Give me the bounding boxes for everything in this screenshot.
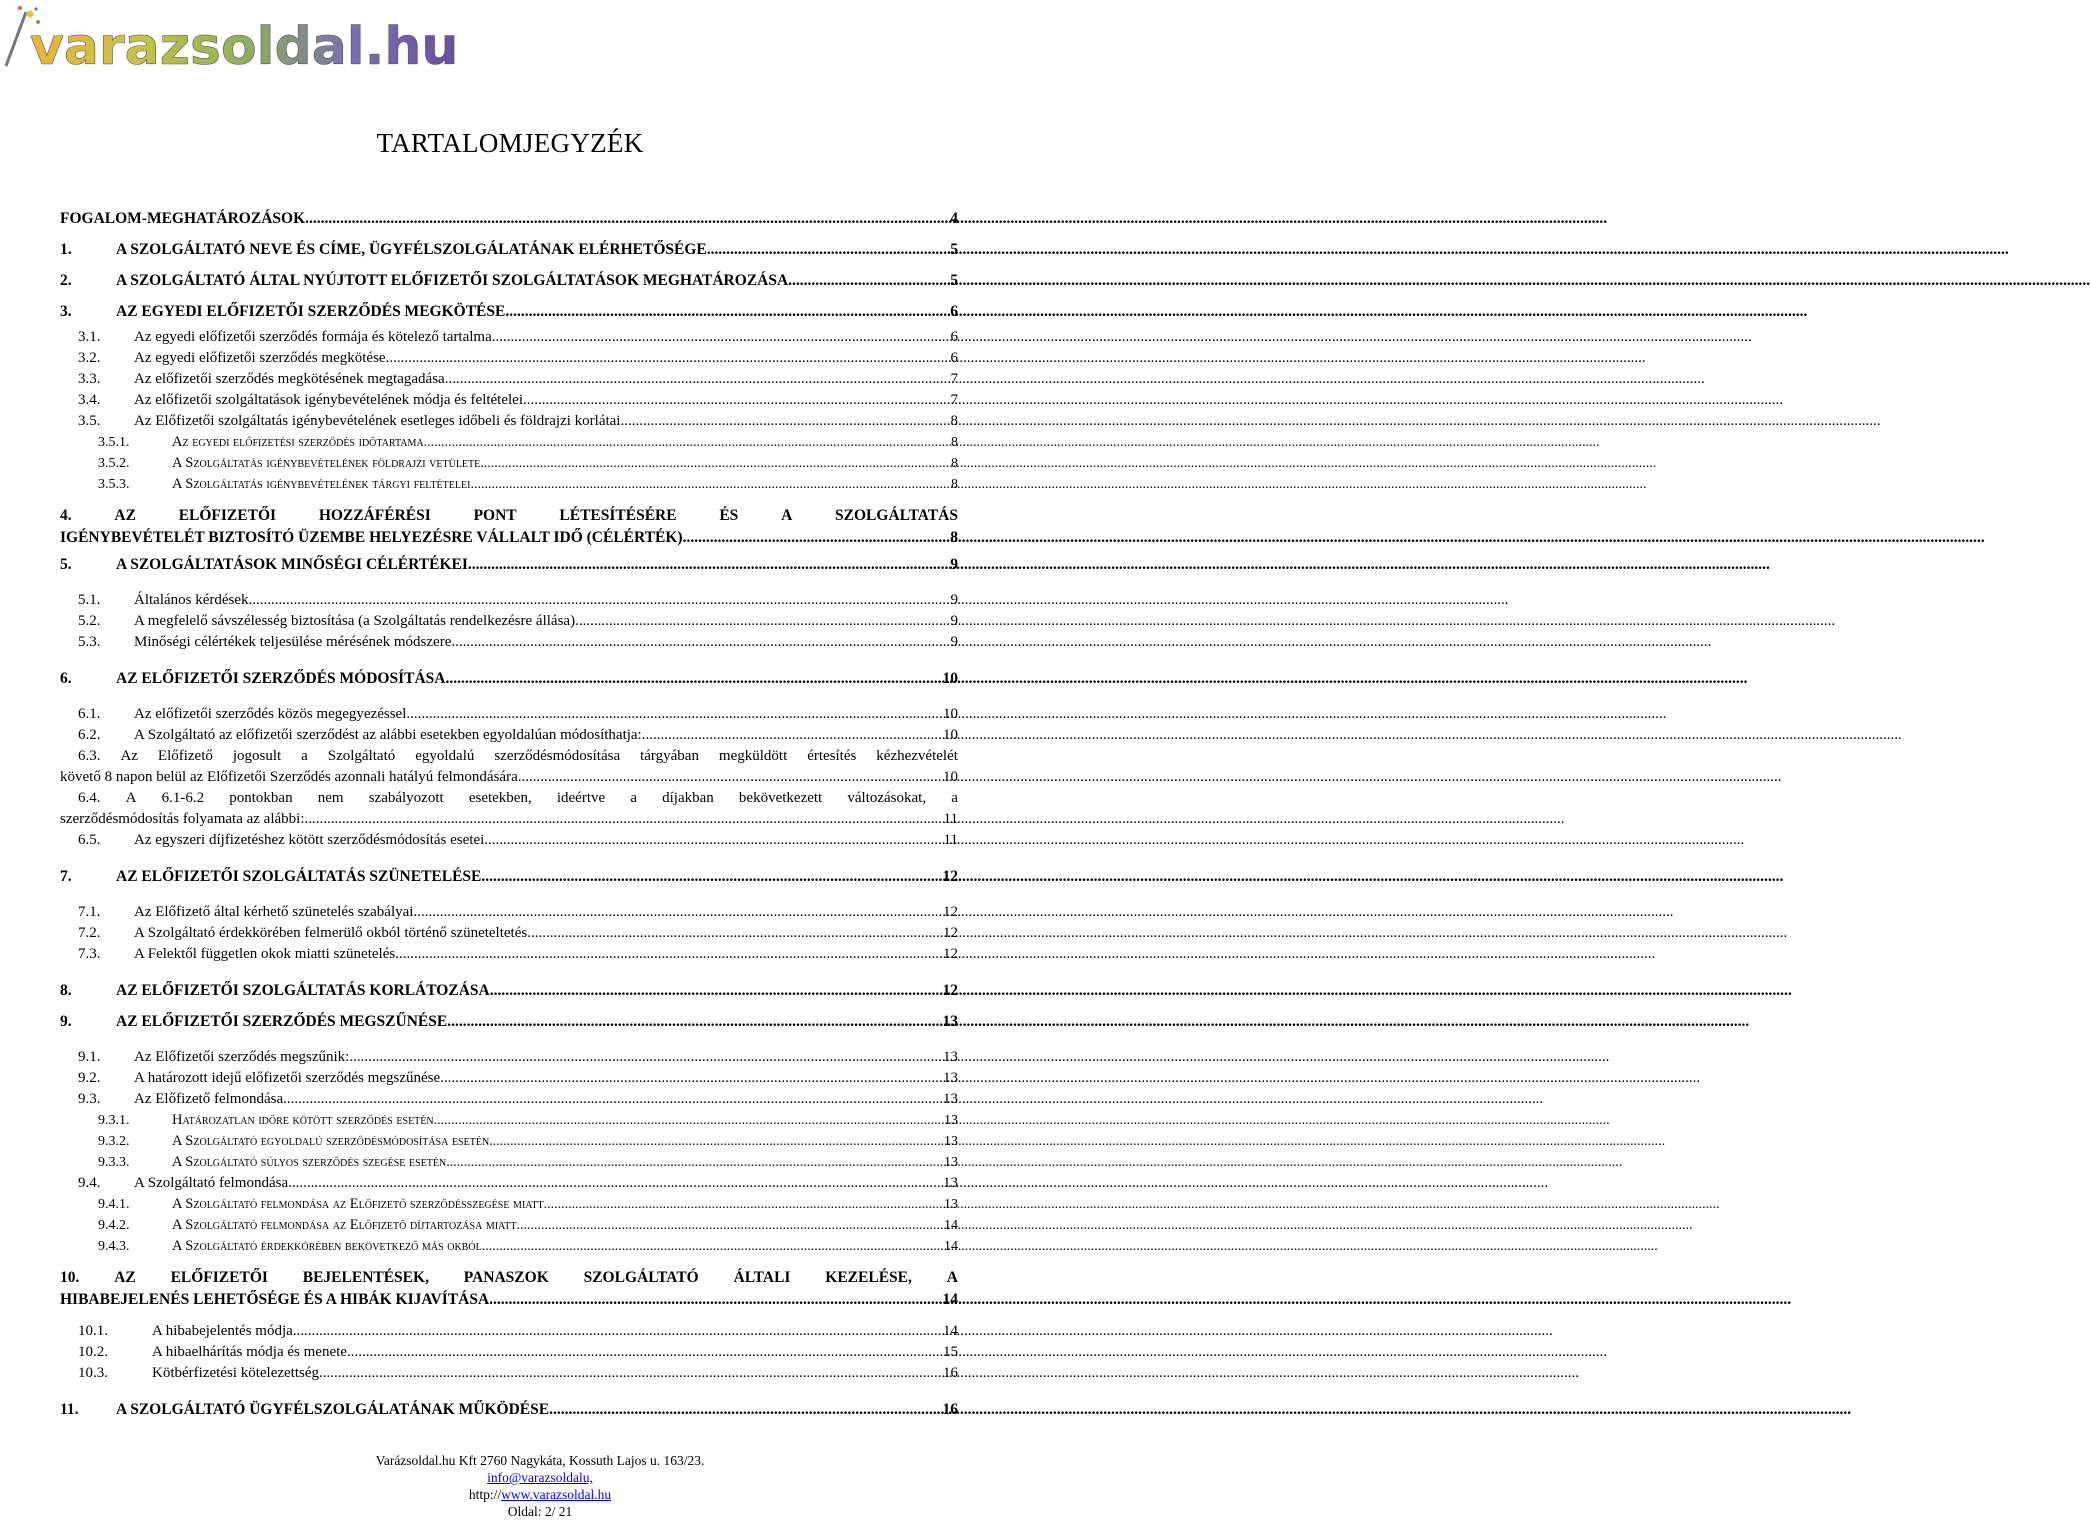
toc-title: AZ ELŐFIZETŐI SZERZŐDÉS MÓDOSÍTÁSA <box>116 670 446 687</box>
toc-word: Az <box>120 748 138 764</box>
toc-number: 3.5. <box>78 413 101 429</box>
toc-entry[interactable] <box>60 1394 958 1425</box>
toc-entry[interactable] <box>60 1006 958 1037</box>
toc-page-number: 13 <box>943 1070 958 1086</box>
toc-page-number: 8 <box>951 435 958 450</box>
toc-leader <box>484 830 943 851</box>
toc-word: bekövetkezett <box>738 790 823 806</box>
toc-title: A Szolgáltatás igénybevételének földrajzi vetülete <box>172 455 481 471</box>
toc-leader <box>319 1363 943 1384</box>
toc-word: ELŐFIZETŐI <box>178 507 277 524</box>
toc-leader <box>523 390 950 411</box>
toc-page-number: 16 <box>943 1365 958 1381</box>
toc-number: 9.4.2. <box>98 1218 130 1233</box>
toc-page-number: 13 <box>943 1175 958 1191</box>
toc-entry[interactable] <box>60 861 958 892</box>
toc-page-number: 13 <box>944 1197 958 1212</box>
toc-page-number: 8 <box>951 477 958 492</box>
toc-leader <box>349 1047 943 1068</box>
toc-leader <box>424 432 951 453</box>
toc-leader <box>406 704 943 725</box>
toc-page-number: 9 <box>950 613 958 629</box>
toc-page-number: 10 <box>943 706 958 722</box>
toc-title: AZ EGYEDI ELŐFIZETŐI SZERZŐDÉS MEGKÖTÉSE <box>116 303 506 320</box>
toc-word: HOZZÁFÉRÉSI <box>318 507 431 524</box>
toc-number: 10.3. <box>78 1365 108 1381</box>
toc-title: Az előfizetői szerződés megkötésének megtagadása <box>134 371 445 387</box>
toc-word: 6.1-6.2 <box>161 790 205 806</box>
toc-leader <box>516 1215 944 1236</box>
toc-number: 7.3. <box>78 946 101 962</box>
toc-page-number: 14 <box>942 1291 958 1308</box>
toc-title: Az Előfizetői szolgáltatás igénybevételének esetleges időbeli és földrajzi korlátai <box>134 413 621 429</box>
toc-entry[interactable] <box>60 1110 958 1131</box>
toc-leader <box>293 1321 943 1342</box>
toc-entry[interactable] <box>60 704 958 725</box>
toc-title: Általános kérdések <box>134 592 249 608</box>
toc-entry[interactable] <box>60 1131 958 1152</box>
toc-number: 2. <box>60 272 72 289</box>
toc-word: SZOLGÁLTATÓ <box>583 1269 699 1286</box>
toc-number: 7.2. <box>78 925 101 941</box>
toc-word: a <box>630 790 637 806</box>
toc-word: nem <box>317 790 344 806</box>
toc-entry[interactable] <box>60 327 958 348</box>
toc-entry[interactable] <box>60 549 958 580</box>
toc-number: 3.3. <box>78 371 101 387</box>
toc-page-number: 12 <box>942 868 958 885</box>
toc-page-number: 7 <box>950 392 958 408</box>
toc-number: 10.2. <box>78 1344 108 1360</box>
toc-title: A Szolgáltató érdekkörében felmerülő okból történő szüneteltetés <box>134 925 528 941</box>
toc-page-number: 13 <box>944 1155 958 1170</box>
toc-leader <box>468 549 950 580</box>
toc-entry[interactable] <box>60 830 958 851</box>
toc-word: KEZELÉSE, <box>825 1269 912 1286</box>
toc-entry[interactable] <box>60 1194 958 1215</box>
toc-word: ELŐFIZETŐI <box>170 1269 268 1286</box>
toc-page-number: 11 <box>943 811 958 827</box>
toc-word: egyoldalú <box>415 748 475 764</box>
toc-number: 8. <box>60 982 72 999</box>
toc-title: Az egyedi előfizetői szerződés formája és kötelező tartalma <box>134 329 492 345</box>
toc-word: tárgyában <box>640 748 699 764</box>
toc-number: 3.5.1. <box>98 435 130 450</box>
toc-entry[interactable] <box>60 590 958 611</box>
footer-page-number: Oldal: 2/ 21 <box>507 1504 573 1519</box>
toc-leader <box>481 861 942 892</box>
toc-word: jogosult <box>232 748 282 764</box>
toc-entry[interactable] <box>60 1173 958 1194</box>
toc-leader <box>451 632 950 653</box>
toc-word: a <box>301 748 308 764</box>
toc-number: 9.3.1. <box>98 1113 130 1128</box>
toc-word: AZ <box>114 507 136 524</box>
toc-number: 3.2. <box>78 350 101 366</box>
toc-leader <box>683 527 951 548</box>
toc-title-cont: szerződésmódosítás folyamata az alábbi: <box>60 811 305 827</box>
toc-page-number: 9 <box>950 634 958 650</box>
toc-word: AZ <box>114 1269 136 1286</box>
toc-page-number: 12 <box>943 904 958 920</box>
toc-leader <box>305 203 950 234</box>
toc-number: 3.4. <box>78 392 101 408</box>
toc-entry[interactable] <box>60 432 958 453</box>
toc-title: A megfelelő sávszélesség biztosítása (a Szolgáltatás rendelkezésre állása) <box>134 613 576 629</box>
toc-number: 6.3. <box>78 748 101 764</box>
toc-number: 9.1. <box>78 1049 101 1065</box>
toc-leader <box>386 348 951 369</box>
toc-entry[interactable] <box>60 1321 958 1342</box>
toc-title: A Szolgáltató egyoldalú szerződésmódosítása esetén <box>172 1133 490 1149</box>
toc-title: AZ ELŐFIZETŐI SZERZŐDÉS MEGSZŰNÉSE <box>116 1013 448 1030</box>
toc-title: A Szolgáltató felmondása az Előfizető díjtartozása miatt <box>172 1217 517 1233</box>
toc-word: kézhezvételét <box>876 748 958 764</box>
toc-page-number: 8 <box>950 529 958 546</box>
toc-title: A hibaelhárítás módja és menete <box>152 1344 347 1360</box>
toc-page-number: 8 <box>951 456 958 471</box>
toc-word: megküldött <box>718 748 788 764</box>
toc-title: Az Előfizető által kérhető szünetelés szabályai <box>134 904 414 920</box>
toc-leader <box>347 1342 943 1363</box>
toc-title: Az egyedi előfizetői szerződés megkötése <box>134 350 386 366</box>
toc-word: A <box>125 790 137 806</box>
page-footer <box>300 1452 780 1520</box>
toc-leader <box>482 1236 944 1257</box>
toc-page-number: 5 <box>950 241 958 258</box>
toc-entry[interactable] <box>60 788 958 830</box>
toc-page-number: 13 <box>944 1113 958 1128</box>
logo-graphic <box>2 4 459 77</box>
toc-title-cont: HIBABEJELENÉS LEHETŐSÉGE ÉS A HIBÁK KIJAVÍTÁSA <box>60 1291 490 1308</box>
toc-page-number: 12 <box>942 982 958 999</box>
toc-number: 7. <box>60 868 72 885</box>
toc-leader <box>707 234 951 265</box>
toc-page-number: 6 <box>950 329 958 345</box>
toc-word: esetekben, <box>468 790 532 806</box>
toc-number: 3.1. <box>78 329 101 345</box>
toc-number: 3.5.3. <box>98 477 130 492</box>
logo-text: varazsoldal.hu <box>30 17 459 77</box>
toc-word: ÉS <box>719 507 739 524</box>
toc-entry[interactable] <box>60 411 958 432</box>
toc-leader <box>620 411 950 432</box>
toc-page-number: 15 <box>943 1344 958 1360</box>
toc-entry[interactable] <box>60 663 958 694</box>
toc-page-number: 9 <box>950 556 958 573</box>
toc-page-number: 14 <box>944 1218 958 1233</box>
toc-entry[interactable] <box>60 474 958 495</box>
toc-number: 6.5. <box>78 832 101 848</box>
footer-address: Varázsoldal.hu Kft 2760 Nagykáta, Kossuth Lajos u. 163/23. <box>375 1453 705 1468</box>
toc-title: Minőségi célértékek teljesülése mérésének módszere <box>134 634 452 650</box>
toc-title: A SZOLGÁLTATÓ NEVE ÉS CÍME, ÜGYFÉLSZOLGÁLATÁNAK ELÉRHETŐSÉGE <box>116 241 707 258</box>
toc-entry[interactable] <box>60 902 958 923</box>
toc-leader <box>522 767 944 788</box>
toc-number: 3. <box>60 303 72 320</box>
footer-web-prefix: http:// <box>468 1487 502 1502</box>
toc-number: 10.1. <box>78 1323 108 1339</box>
toc-title: Kötbérfizetési kötelezettség <box>152 1365 320 1381</box>
toc-number: 6.4. <box>78 790 101 806</box>
toc-number: 6.1. <box>78 706 101 722</box>
toc-page-number: 10 <box>942 670 958 687</box>
toc-word: változásokat, <box>847 790 927 806</box>
toc-leader <box>527 923 943 944</box>
toc-entry[interactable] <box>60 1215 958 1236</box>
toc-title: A SZOLGÁLTATÓ ÁLTAL NYÚJTOTT ELŐFIZETŐI SZOLGÁLTATÁSOK MEGHATÁROZÁSA <box>116 272 789 289</box>
toc-leader <box>445 663 942 694</box>
toc-leader <box>445 369 951 390</box>
toc-number: 6. <box>60 670 72 687</box>
toc-leader <box>470 474 951 495</box>
toc-page-number: 7 <box>950 371 958 387</box>
toc-title: Az egyedi előfizetési szerződés időtartama <box>172 434 424 450</box>
toc-leader <box>395 944 943 965</box>
toc-word: díjakban <box>662 790 714 806</box>
toc-entry[interactable] <box>60 505 958 549</box>
table-of-contents <box>60 203 958 1425</box>
toc-number: 9.2. <box>78 1070 101 1086</box>
toc-page-number: 10 <box>943 727 958 743</box>
toc-word: ideértve <box>556 790 606 806</box>
toc-page-number: 10 <box>943 769 958 785</box>
footer-email-link[interactable]: info@varazsoldalu, <box>487 1470 593 1485</box>
toc-entry[interactable] <box>60 453 958 474</box>
toc-number: 3.5.2. <box>98 456 130 471</box>
toc-page-number: 16 <box>942 1401 958 1418</box>
toc-page-number: 14 <box>943 1323 958 1339</box>
toc-leader <box>489 1131 944 1152</box>
toc-entry[interactable] <box>60 234 958 265</box>
toc-page-number: 5 <box>950 272 958 289</box>
toc-title: Az egyszeri díjfizetéshez kötött szerződésmódosítás esetei <box>134 832 485 848</box>
toc-page-number: 13 <box>943 1091 958 1107</box>
toc-leader <box>492 327 951 348</box>
toc-title: A SZOLGÁLTATÁSOK MINŐSÉGI CÉLÉRTÉKEI <box>116 556 468 573</box>
toc-entry[interactable] <box>60 1047 958 1068</box>
toc-leader <box>305 809 944 830</box>
toc-word: értesítés <box>807 748 857 764</box>
toc-page-number: 14 <box>944 1239 958 1254</box>
toc-title-cont: IGÉNYBEVÉTELÉT BIZTOSÍTÓ ÜZEMBE HELYEZÉSRE VÁLLALT IDŐ (CÉLÉRTÉK) <box>60 529 683 546</box>
toc-number: 9.4.3. <box>98 1239 130 1254</box>
toc-leader <box>413 902 943 923</box>
toc-entry[interactable] <box>60 611 958 632</box>
toc-entry[interactable] <box>60 1068 958 1089</box>
toc-entry[interactable] <box>60 725 958 746</box>
toc-page-number: 12 <box>943 925 958 941</box>
toc-page-number: 4 <box>950 210 958 227</box>
toc-leader <box>447 1006 942 1037</box>
toc-page-number: 9 <box>950 592 958 608</box>
brand-logo <box>2 4 459 77</box>
toc-entry[interactable] <box>60 390 958 411</box>
toc-leader <box>434 1110 944 1131</box>
toc-entry[interactable] <box>60 1236 958 1257</box>
toc-title: A Szolgáltatás igénybevételének tárgyi feltételei <box>172 476 471 492</box>
toc-title: A SZOLGÁLTATÓ ÜGYFÉLSZOLGÁLATÁNAK MŰKÖDÉSE <box>116 1401 550 1418</box>
toc-title: A Szolgáltató súlyos szerződés szegése esetén <box>172 1154 447 1170</box>
toc-entry[interactable] <box>60 1089 958 1110</box>
toc-word: Szolgáltató <box>327 748 396 764</box>
toc-number: 9.3.2. <box>98 1134 130 1149</box>
toc-page-number: 11 <box>943 832 958 848</box>
toc-entry[interactable] <box>60 296 958 327</box>
toc-entry[interactable] <box>60 632 958 653</box>
toc-entry[interactable] <box>60 265 958 296</box>
toc-title: Az előfizetői szolgáltatások igénybevételének módja és feltételei <box>134 392 524 408</box>
toc-number: 5. <box>60 556 72 573</box>
toc-title: A Szolgáltató felmondása az Előfizető szerződésszegése miatt <box>172 1196 544 1212</box>
toc-number: 4. <box>60 507 72 524</box>
toc-number: 6.2. <box>78 727 101 743</box>
toc-title: Az Előfizető felmondása <box>134 1091 284 1107</box>
toc-leader <box>249 590 951 611</box>
toc-title: A Szolgáltató az előfizetői szerződést az alábbi esetekben egyoldalúan módosíthatja: <box>134 727 642 743</box>
toc-word: A <box>781 507 793 524</box>
toc-page-number: 13 <box>943 1049 958 1065</box>
toc-word: PONT <box>473 507 517 524</box>
toc-page-number: 6 <box>950 350 958 366</box>
toc-leader <box>480 453 951 474</box>
toc-number: 9.4.1. <box>98 1197 130 1212</box>
toc-word: ÁLTALI <box>733 1269 791 1286</box>
toc-entry[interactable] <box>60 923 958 944</box>
toc-number: 11. <box>60 1401 79 1418</box>
toc-page-number: 12 <box>943 946 958 962</box>
toc-title: Határozatlan időre kötött szerződés esetén <box>172 1112 434 1128</box>
toc-leader <box>283 1089 943 1110</box>
toc-title: A Szolgáltató felmondása <box>134 1175 289 1191</box>
toc-entry[interactable] <box>60 1267 958 1311</box>
toc-entry[interactable] <box>60 1342 958 1363</box>
toc-number: 5.2. <box>78 613 101 629</box>
toc-entry[interactable] <box>60 1363 958 1384</box>
toc-number: 10. <box>60 1269 80 1286</box>
toc-word: pontokban <box>229 790 293 806</box>
toc-page-number: 13 <box>944 1134 958 1149</box>
toc-leader <box>549 1394 942 1425</box>
toc-word: Előfizető <box>157 748 213 764</box>
toc-leader <box>575 611 950 632</box>
toc-entry[interactable] <box>60 348 958 369</box>
toc-entry[interactable] <box>60 975 958 1006</box>
page-title: TARTALOMJEGYZÉK <box>376 128 644 158</box>
toc-word: A <box>946 1269 958 1286</box>
toc-leader <box>788 265 950 296</box>
toc-title: A határozott idejű előfizetői szerződés megszűnése <box>134 1070 441 1086</box>
toc-leader <box>544 1194 944 1215</box>
toc-number: 5.1. <box>78 592 101 608</box>
toc-leader <box>288 1173 943 1194</box>
toc-number: 9.4. <box>78 1175 101 1191</box>
toc-word: a <box>951 790 958 806</box>
toc-number: 1. <box>60 241 72 258</box>
toc-page-number: 8 <box>950 413 958 429</box>
toc-entry[interactable] <box>60 369 958 390</box>
footer-web-link[interactable]: www.varazsoldal.hu <box>501 1487 612 1502</box>
toc-word: LÉTESÍTÉSÉRE <box>559 507 677 524</box>
toc-title: A Felektől független okok miatti szünetelés <box>134 946 396 962</box>
toc-word: BEJELENTÉSEK, <box>302 1269 429 1286</box>
toc-page-number: 6 <box>950 303 958 320</box>
toc-leader <box>490 975 943 1006</box>
toc-entry[interactable] <box>60 944 958 965</box>
toc-title: A hibabejelentés módja <box>152 1323 293 1339</box>
toc-title-cont: követő 8 napon belül az Előfizetői Szerződés azonnali hatályú felmondására. <box>60 769 522 785</box>
toc-number: 7.1. <box>78 904 101 920</box>
toc-title: Az előfizetői szerződés közös megegyezéssel <box>134 706 407 722</box>
toc-word: szerződésmódosítása <box>494 748 621 764</box>
toc-title: AZ ELŐFIZETŐI SZOLGÁLTATÁS KORLÁTOZÁSA <box>116 982 490 999</box>
toc-leader <box>489 1289 942 1310</box>
toc-entry[interactable] <box>60 746 958 788</box>
toc-number: 5.3. <box>78 634 101 650</box>
toc-number: 9.3. <box>78 1091 101 1107</box>
toc-page-number: 13 <box>942 1013 958 1030</box>
toc-leader <box>446 1152 944 1173</box>
toc-title: AZ ELŐFIZETŐI SZOLGÁLTATÁS SZÜNETELÉSE <box>116 868 482 885</box>
toc-title: FOGALOM-MEGHATÁROZÁSOK <box>60 210 306 227</box>
toc-entry[interactable] <box>60 1152 958 1173</box>
toc-word: SZOLGÁLTATÁS <box>835 507 958 524</box>
toc-word: PANASZOK <box>463 1269 549 1286</box>
toc-number: 9. <box>60 1013 72 1030</box>
toc-leader <box>642 725 943 746</box>
toc-leader <box>440 1068 943 1089</box>
toc-word: szabályozott <box>368 790 444 806</box>
toc-number: 9.3.3. <box>98 1155 130 1170</box>
toc-title: A Szolgáltató érdekkörében bekövetkező más okból <box>172 1238 482 1254</box>
toc-title: Az Előfizetői szerződés megszűnik: <box>134 1049 350 1065</box>
toc-entry[interactable] <box>60 203 958 234</box>
toc-leader <box>505 296 950 327</box>
